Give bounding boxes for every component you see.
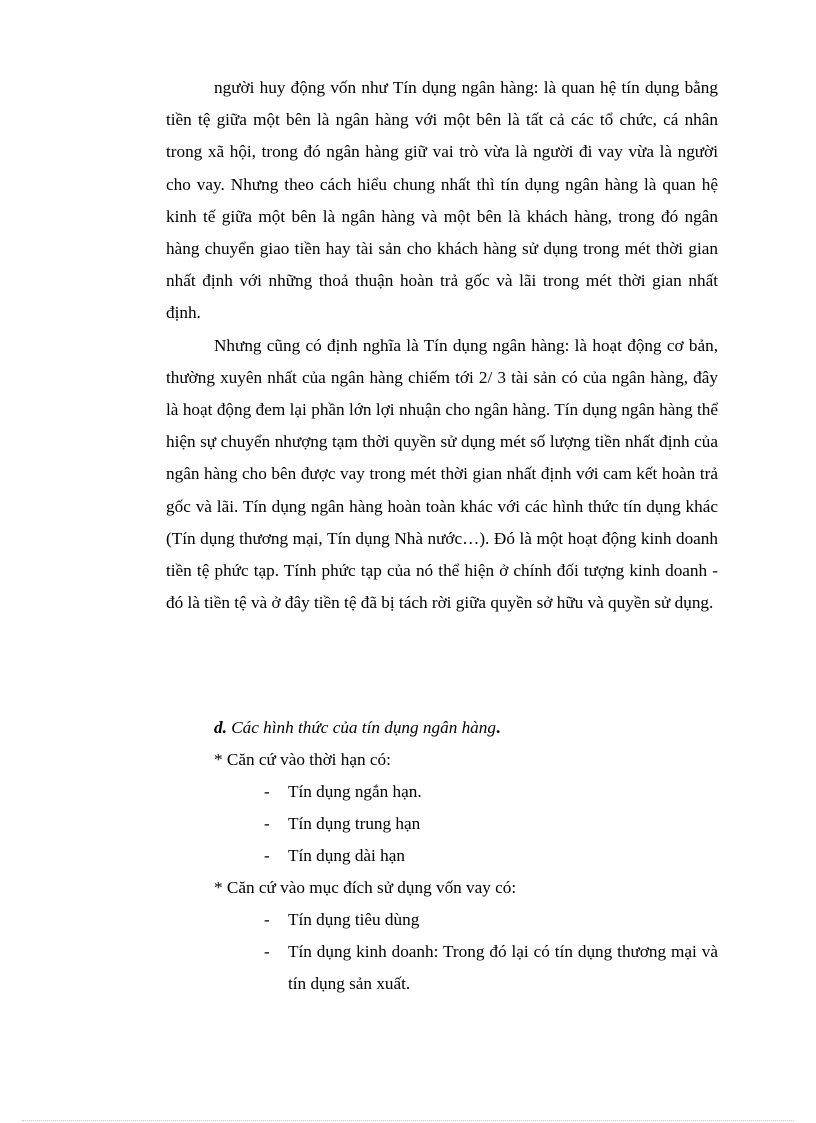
list-item: [264, 904, 718, 936]
section-marker: d.: [214, 718, 227, 737]
page-bottom-divider: [22, 1120, 794, 1121]
paragraph-credit-activity: Nhưng cũng có định nghĩa là Tín dụng ngân hàng: là hoạt động cơ bản, thường xuyên nhất của ngân hàng chiếm tới 2/ 3 tài sản có của ngân hàng, đây là hoạt động đem lại phần lớn lợi nhuận cho ngân hàng. Tín dụng ngân hàng thể hiện sự chuyển nhượng tạm thời quyền sử dụng mét số lượng tiền nhất định của ngân hàng cho bên được vay trong mét thời gian nhất định với cam kết hoàn trả gốc và lãi. Tín dụng ngân hàng hoàn toàn khác với các hình thức tín dụng khác (Tín dụng thương mại, Tín dụng Nhà nước…). Đó là một hoạt động kinh doanh tiền tệ phức tạp. Tính phức tạp của nó thể hiện ở chính đối tượng kinh doanh - đó là tiền tệ và ở đây tiền tệ đã bị tách rời giữa quyền sở hữu và quyền sử dụng.: [166, 335, 718, 613]
list-item-text: Tín dụng kinh doanh: Trong đó lại có tín dụng thương mại và tín dụng sản xuất.: [288, 942, 718, 993]
section-heading: [214, 712, 500, 744]
bullet-dash: -: [264, 814, 270, 833]
bullet-dash: -: [264, 942, 270, 961]
list-item: [264, 936, 718, 1000]
paragraph-credit-definition: người huy động vốn như Tín dụng ngân hàng: là quan hệ tín dụng bằng tiền tệ giữa một bên là ngân hàng với một bên là tất cả các tổ chức, cá nhân trong xã hội, trong đó ngân hàng giữ vai trò vừa là người đi vay vừa là người cho vay. Nhưng theo cách hiểu chung nhất thì tín dụng ngân hàng là quan hệ kinh tế giữa một bên là ngân hàng và một bên là khách hàng, trong đó ngân hàng chuyển giao tiền hay tài sản cho khách hàng sử dụng trong mét thời gian nhất định với những thoả thuận hoàn trả gốc và lãi trong mét thời gian nhất định.: [166, 78, 718, 323]
document-body: [166, 72, 718, 619]
list-item-text: Tín dụng dài hạn: [288, 846, 405, 865]
list-item: [264, 776, 718, 808]
list-item-text: Tín dụng tiêu dùng: [288, 910, 420, 929]
list-item: [264, 808, 718, 840]
bullet-dash: -: [264, 910, 270, 929]
criterion-by-term: * Căn cứ vào thời hạn có:: [214, 750, 391, 769]
bullet-dash: -: [264, 782, 270, 801]
list-item-text: Tín dụng trung hạn: [288, 814, 421, 833]
bullet-dash: -: [264, 846, 270, 865]
criterion-by-purpose: * Căn cứ vào mục đích sử dụng vốn vay có:: [214, 878, 517, 897]
section-title: Các hình thức của tín dụng ngân hàng: [231, 718, 496, 737]
section-period: .: [495, 718, 501, 737]
list-item-text: Tín dụng ngắn hạn.: [288, 782, 422, 801]
list-item: [264, 840, 718, 872]
